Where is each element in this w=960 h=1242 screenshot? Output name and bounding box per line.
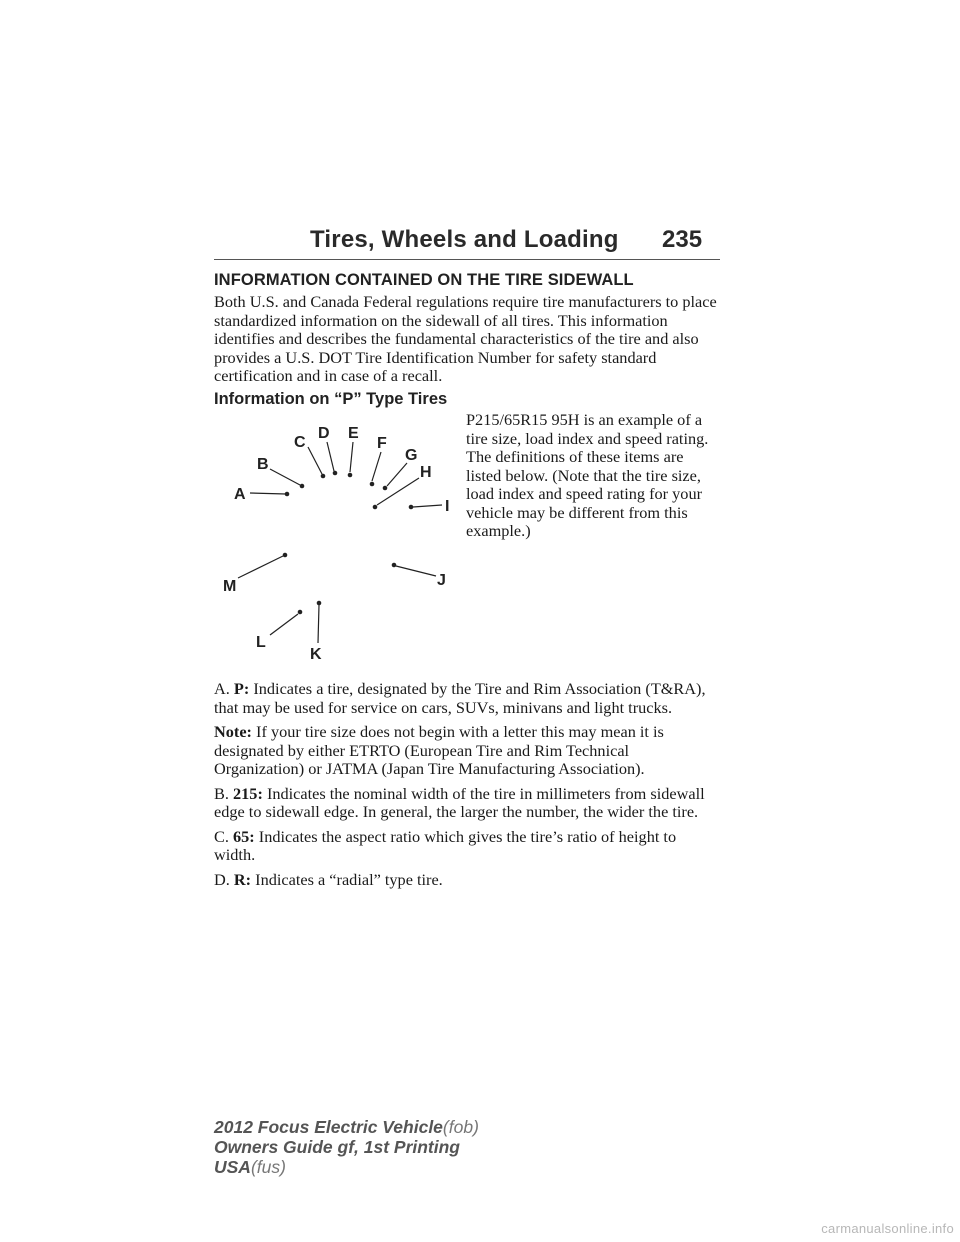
footer-line-2: Owners Guide gf, 1st Printing (214, 1137, 460, 1157)
diagram-label-i: I (445, 498, 450, 515)
definition-d (214, 871, 720, 890)
section-heading: INFORMATION CONTAINED ON THE TIRE SIDEWALL (214, 271, 634, 289)
diagram-label-c: C (294, 434, 306, 451)
definition-term: P: (233, 679, 250, 698)
diagram-label-b: B (257, 456, 269, 473)
tire-sidewall-diagram (214, 415, 464, 665)
example-paragraph: P215/65R15 95H is an example of a tire size, load index and speed rating. The definitions of these items are listed below. (Note that the tire size, load index and speed rating for your vehicle may be different from this example.) (466, 410, 709, 540)
diagram-label-j: J (437, 572, 446, 589)
diagram-label-a: A (234, 486, 246, 503)
footer-market: USA (214, 1157, 251, 1177)
header-divider (214, 259, 720, 260)
footer-vehicle-code: (fob) (442, 1117, 479, 1137)
definition-term: 215: (233, 783, 263, 803)
intro-paragraph: Both U.S. and Canada Federal regulations require tire manufacturers to place standardized information on the sidewall of all tires. This information identifies and describes the fundamental characteristics of the tire and also provides a U.S. DOT Tire Identification Number for safety standard certification and in case of a recall. (214, 292, 717, 385)
definition-a (214, 680, 720, 717)
definition-term: Note: (214, 722, 252, 741)
diagram-label-e: E (348, 425, 359, 442)
definition-text: Indicates the aspect ratio which gives the tire’s ratio of height to width. (214, 826, 677, 864)
footer-line-1 (214, 1117, 479, 1137)
footer-market-code: (fus) (250, 1157, 286, 1177)
diagram-label-d: D (318, 425, 330, 442)
definition-prefix: B. (214, 783, 229, 803)
definition-b (214, 785, 720, 822)
diagram-label-k: K (310, 646, 322, 663)
definition-c (214, 828, 720, 865)
definition-term: R: (233, 869, 252, 889)
definition-note (214, 723, 720, 779)
document-footer (214, 1117, 479, 1177)
footer-line-3 (214, 1157, 479, 1177)
diagram-label-h: H (420, 464, 432, 481)
diagram-label-m: M (223, 578, 237, 595)
diagram-label-g: G (405, 447, 418, 464)
footer-vehicle: 2012 Focus Electric Vehicle (214, 1117, 443, 1137)
definition-text: Indicates the nominal width of the tire in millimeters from sidewall edge to sidewall edge. In general, the larger the number, the wider the tire. (214, 783, 705, 821)
diagram-label-l: L (256, 634, 266, 651)
page-header-title: Tires, Wheels and Loading (310, 226, 619, 253)
definition-text: Indicates a tire, designated by the Tire and Rim Association (T&RA), that may be used for service on cars, SUVs, minivans and light trucks. (214, 679, 706, 717)
diagram-label-f: F (377, 435, 387, 452)
definition-prefix: C. (214, 826, 229, 846)
page-number: 235 (662, 226, 703, 253)
definition-term: 65: (233, 826, 255, 846)
definition-text: Indicates a “radial” type tire. (255, 869, 443, 889)
definition-prefix: D. (214, 869, 230, 889)
subheading-p-type-tires: Information on “P” Type Tires (214, 390, 448, 408)
definition-text: If your tire size does not begin with a letter this may mean it is designated by either ETRTO (European Tire and Rim Technical Organization) or JATMA (Japan Tire Manufacturing Association). (214, 722, 664, 778)
definition-prefix: A. (214, 679, 230, 698)
watermark-text: carmanualsonline.info (821, 1221, 954, 1236)
definitions-list (214, 680, 720, 895)
